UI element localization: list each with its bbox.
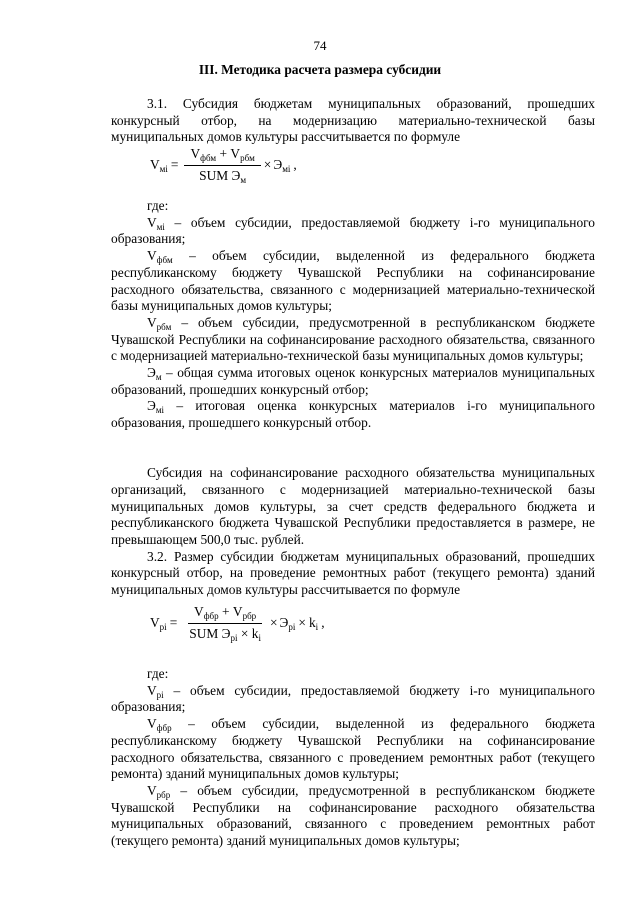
blank-line — [111, 449, 595, 466]
formula-2-numerator: $V_{фбр} + V_{рбр}$ — [188, 604, 262, 624]
formula-1-equals: = — [170, 156, 179, 172]
formula-2-comma: , — [321, 614, 325, 630]
section-3-1-intro: 3.1. Субсидия бюджетам муниципальных образований, прошедших конкурсный отбор, на модернизацию материально-технической базы муниципальных домов культуры рассчитывается по формуле — [111, 96, 595, 145]
formula-2-times: × — [269, 614, 278, 630]
section-3-1-definitions — [111, 198, 595, 599]
formula-2-fraction — [183, 604, 267, 642]
formula-1-numerator: $V_{фбм} + V_{рбм}$ — [184, 146, 260, 166]
formula-1-multiplier: $Э_{мi}$ — [273, 156, 291, 174]
formula-1-denominator: SUM $Э_м$ — [199, 167, 247, 185]
definition-v-ri: $V_{рi}$ – объем субсидии, предоставляемой бюджету i-го муниципального образования; — [111, 682, 595, 715]
section-3-1-intro-block — [111, 96, 595, 146]
section-3-2-intro: 3.2. Размер субсидии бюджетам муниципальных образований, прошедших конкурсный отбор, на проведение ремонтных работ (текущего ремонта) зданий муниципальных домов культуры рассчитывается по формуле — [111, 548, 595, 598]
formula-subsidy-repair — [150, 604, 325, 642]
formula-2-times-2: × — [298, 614, 306, 630]
definition-v-mi: $V_{мi}$ – объем субсидии, предоставляемой бюджету i-го муниципального образования; — [111, 214, 595, 247]
page-number: 74 — [313, 38, 327, 53]
formula-subsidy-modernization — [150, 146, 297, 184]
definition-v-rbr: $V_{рбр}$ – объем субсидии, предусмотренной в республиканском бюджете Чувашской Республики на софинансирование расходного обязательства муниципальных образований, связанного с проведением ремонтных работ (текущего ремонта) зданий муниципальных домов культуры; — [111, 782, 595, 849]
formula-1-lhs: $V_{мi}$ — [150, 156, 168, 174]
definition-e-m: $Э_м$ – общая сумма итоговых оценок конкурсных материалов муниципальных образований, прошедших конкурсный отбор; — [111, 365, 595, 397]
definition-v-rbm: $V_{рбм}$ – объем субсидии, предусмотренной в республиканском бюджете Чувашской Республики на софинансирование расходного обязательства, связанного с модернизацией материально-технической базы муниципальных домов культуры; — [111, 314, 595, 364]
formula-2-denominator: SUM $Э_{рi} \times k_i$ — [189, 625, 261, 643]
where-label-2: где: — [147, 666, 169, 681]
definition-v-fbm: $V_{фбм}$ – объем субсидии, выделенной из федерального бюджета республиканскому бюджету Чувашской Республики на софинансирование расходного обязательства, связанного с модернизацией материально-технической базы муниципальных домов культуры; — [111, 248, 595, 314]
formula-2-multiplier: $Э_{рi}$ — [279, 614, 296, 632]
blank-line — [111, 432, 595, 449]
formula-1-comma: , — [293, 156, 297, 172]
section-3-2-definitions — [111, 666, 595, 850]
section-heading: III. Методика расчета размера субсидии — [198, 62, 442, 77]
formula-2-equals: = — [169, 614, 178, 630]
where-label-1: где: — [147, 198, 169, 213]
definition-e-mi: $Э_{мi}$ – итоговая оценка конкурсных материалов i-го муниципального образования, прошедшего конкурсный отбор. — [111, 398, 595, 431]
definition-v-fbr: $V_{фбр}$ – объем субсидии, выделенной из федерального бюджета республиканскому бюджету Чувашской Республики на софинансирование расходного обязательства, связанного с проведением ремонтных работ (текущего ремонта) зданий муниципальных домов культуры; — [111, 716, 595, 782]
formula-1-times: × — [263, 156, 272, 172]
formula-2-coefficient: $k_i$ — [308, 614, 319, 632]
formula-2-lhs: $V_{рi}$ — [150, 614, 167, 632]
formula-1-fraction — [184, 146, 260, 184]
subsidy-limit-paragraph: Субсидия на софинансирование расходного обязательства муниципальных организаций, связанного с модернизацией материально-технической базы муниципальных домов культуры, за счет средств федерального бюджета и республиканского бюджета Чувашской Республики предоставляется в размере, не превышающем 500,0 тыс. рублей. — [111, 465, 595, 548]
